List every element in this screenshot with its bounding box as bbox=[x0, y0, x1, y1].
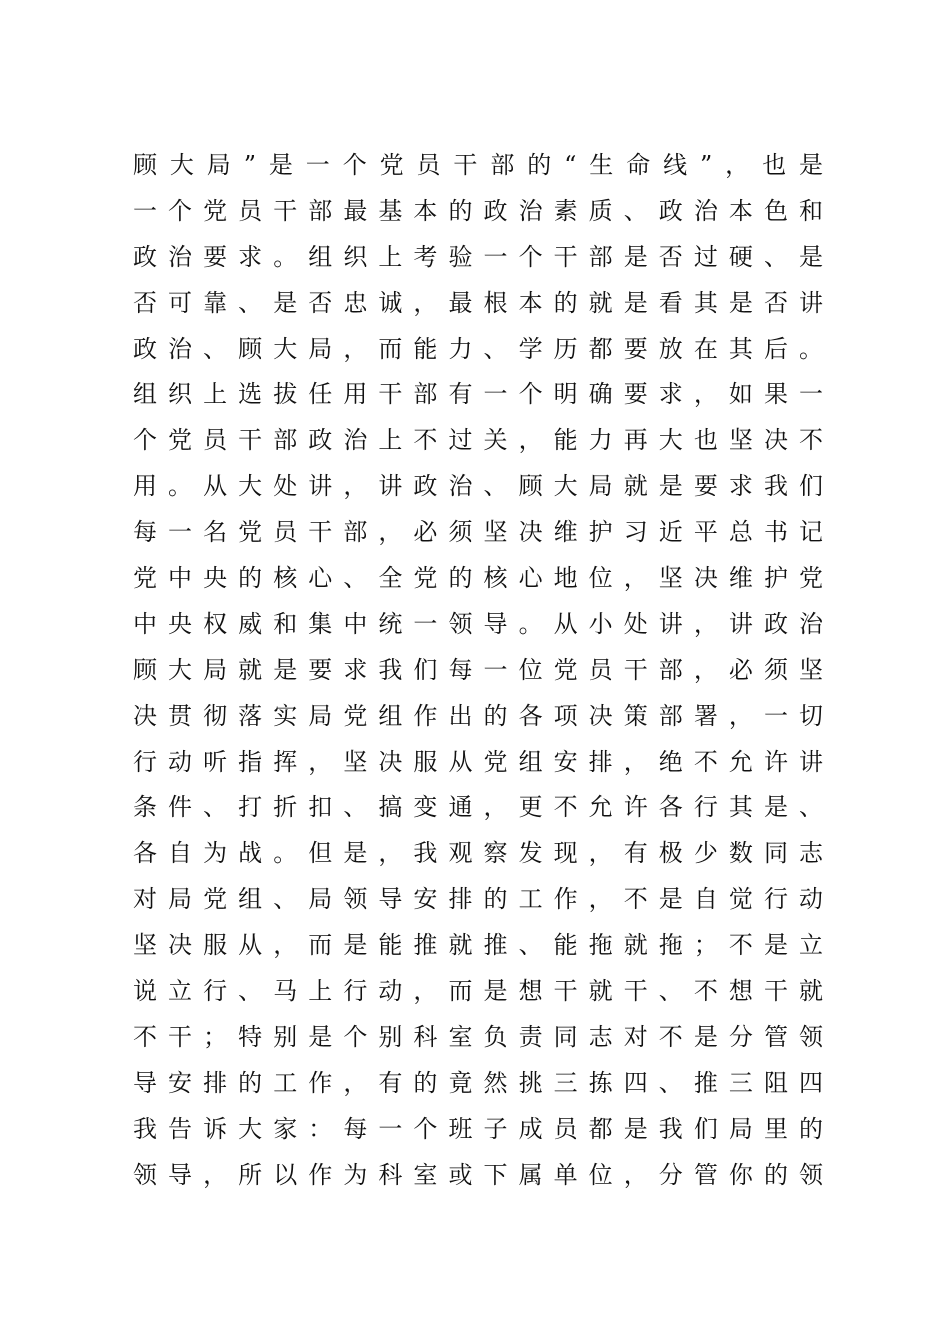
text-line: 说立行、马上行动，而是想干就干、不想干就 bbox=[133, 977, 823, 1006]
text-line: 中央权威和集中统一领导。从小处讲，讲政治 bbox=[133, 609, 823, 638]
text-line: 顾大局”是一个党员干部的“生命线”，也是 bbox=[133, 151, 823, 179]
text-line: 每一名党员干部，必须坚决维护习近平总书记 bbox=[133, 518, 823, 547]
body-text bbox=[133, 143, 823, 1198]
text-line: 否可靠、是否忠诚，最根本的就是看其是否讲 bbox=[133, 288, 823, 317]
text-line: 行动听指挥，坚决服从党组安排，绝不允许讲 bbox=[133, 747, 823, 776]
text-line: 个党员干部政治上不过关，能力再大也坚决不 bbox=[133, 426, 823, 455]
text-line: 我告诉大家：每一个班子成员都是我们局里的 bbox=[133, 1114, 823, 1143]
text-line: 用。从大处讲，讲政治、顾大局就是要求我们 bbox=[133, 472, 823, 501]
text-line: 领导，所以作为科室或下属单位，分管你的领 bbox=[133, 1160, 823, 1189]
text-line: 党中央的核心、全党的核心地位，坚决维护党 bbox=[133, 564, 823, 593]
text-line: 坚决服从，而是能推就推、能拖就拖；不是立 bbox=[133, 931, 823, 960]
text-line: 一个党员干部最基本的政治素质、政治本色和 bbox=[133, 196, 823, 225]
text-line: 对局党组、局领导安排的工作，不是自觉行动 bbox=[133, 885, 823, 914]
text-line: 不干；特别是个别科室负责同志对不是分管领 bbox=[133, 1022, 823, 1051]
text-line: 决贯彻落实局党组作出的各项决策部署，一切 bbox=[133, 701, 823, 730]
text-line: 各自为战。但是，我观察发现，有极少数同志 bbox=[133, 839, 823, 868]
text-line: 组织上选拔任用干部有一个明确要求，如果一 bbox=[133, 380, 823, 409]
text-line: 政治、顾大局，而能力、学历都要放在其后。 bbox=[133, 334, 823, 363]
text-line: 政治要求。组织上考验一个干部是否过硬、是 bbox=[133, 242, 823, 271]
text-line: 条件、打折扣、搞变通，更不允许各行其是、 bbox=[133, 793, 823, 822]
text-line: 顾大局就是要求我们每一位党员干部，必须坚 bbox=[133, 655, 823, 684]
text-line: 导安排的工作，有的竟然挑三拣四、推三阻四 bbox=[133, 1068, 823, 1097]
